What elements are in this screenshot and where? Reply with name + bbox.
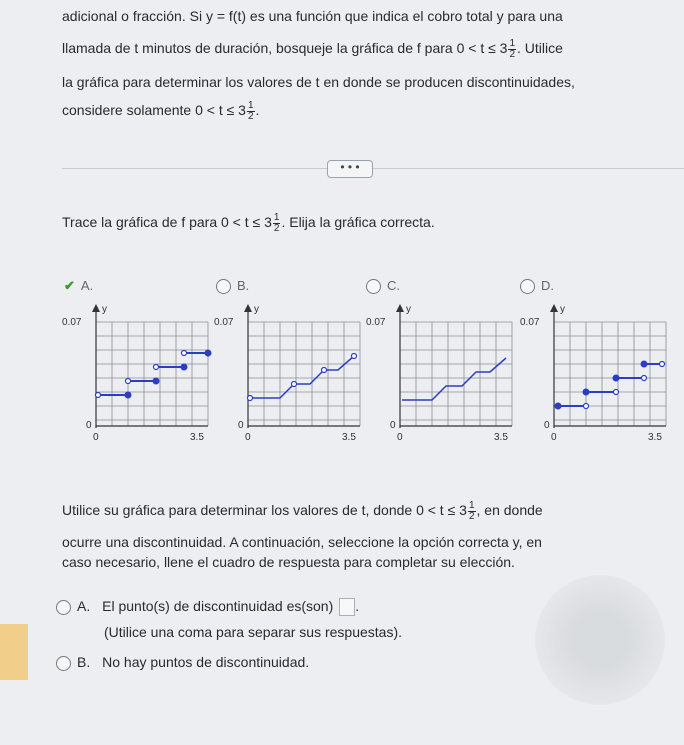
- answer-a-label: A.: [77, 598, 91, 614]
- option-b-label: B.: [237, 278, 250, 293]
- problem-line-4-text: considere solamente 0 < t ≤ 3: [62, 102, 246, 118]
- svg-text:0: 0: [93, 432, 99, 443]
- part2-line-1: [62, 498, 543, 522]
- problem-line-2-text: llamada de t minutos de duración, bosqueje la gráfica de f para 0 < t ≤ 3: [62, 40, 508, 56]
- question-text-b: . Elija la gráfica correcta.: [281, 214, 435, 230]
- radio-icon: [216, 279, 231, 294]
- question-text: [62, 210, 435, 234]
- svg-text:y: y: [254, 304, 259, 315]
- problem-line-4: [62, 98, 259, 122]
- option-d-label: D.: [541, 278, 554, 293]
- svg-text:0: 0: [551, 432, 557, 443]
- option-a-label: A.: [80, 278, 94, 293]
- svg-text:y: y: [102, 304, 107, 315]
- part2-line-2: ocurre una discontinuidad. A continuación, seleccione la opción correcta y, en: [62, 534, 542, 550]
- radio-icon: [366, 279, 381, 294]
- part2-line-3: caso necesario, llene el cuadro de respuesta para completar su elección.: [62, 554, 515, 570]
- svg-text:3.5: 3.5: [190, 432, 204, 443]
- radio-icon: [520, 279, 535, 294]
- svg-text:0.07: 0.07: [62, 317, 82, 328]
- answer-option-a[interactable]: A. El punto(s) de discontinuidad es(son) .: [56, 598, 359, 616]
- fraction: $\frac{1}{2}$: [273, 211, 280, 234]
- more-button[interactable]: • • •: [327, 160, 373, 178]
- svg-text:y: y: [560, 304, 565, 315]
- fraction: $\frac{1}{2}$: [468, 499, 475, 522]
- answer-a-note: (Utilice una coma para separar sus respuestas).: [104, 624, 403, 640]
- svg-text:3.5: 3.5: [342, 432, 356, 443]
- svg-text:0: 0: [245, 432, 251, 443]
- svg-text:y: y: [406, 304, 411, 315]
- radio-icon: [56, 600, 71, 615]
- svg-text:0.07: 0.07: [214, 317, 234, 328]
- problem-line-4-end: .: [255, 102, 260, 118]
- highlight-marker: [0, 624, 28, 680]
- graph-c[interactable]: [366, 300, 516, 450]
- answer-b-text: No hay puntos de discontinuidad.: [102, 654, 310, 670]
- problem-line-3: la gráfica para determinar los valores de t en donde se producen discontinuidades,: [62, 74, 575, 90]
- radio-icon: [56, 656, 71, 671]
- graph-b[interactable]: [214, 300, 364, 450]
- problem-line-1: adicional o fracción. Si y = f(t) es una función que indica el cobro total y para una: [62, 8, 563, 24]
- problem-line-2-end: . Utilice: [517, 40, 563, 56]
- option-b[interactable]: [216, 278, 249, 294]
- problem-line-2: [62, 36, 563, 60]
- question-text-a: Trace la gráfica de f para 0 < t ≤ 3: [62, 214, 272, 230]
- option-d[interactable]: [520, 278, 554, 294]
- option-c[interactable]: [366, 278, 400, 294]
- option-c-label: C.: [387, 278, 400, 293]
- svg-text:0: 0: [397, 432, 403, 443]
- checkmark-icon: ✔: [64, 278, 75, 293]
- graph-a[interactable]: [62, 300, 212, 450]
- glare: [535, 575, 665, 705]
- svg-text:0.07: 0.07: [366, 317, 386, 328]
- answer-a-text: El punto(s) de discontinuidad es(son): [102, 598, 334, 614]
- graph-d[interactable]: [520, 300, 670, 450]
- part2-line-1-text: Utilice su gráfica para determinar los valores de t, donde 0 < t ≤ 3: [62, 502, 467, 518]
- svg-text:3.5: 3.5: [648, 432, 662, 443]
- fraction: $\frac{1}{2}$: [509, 37, 516, 60]
- answer-b-label: B.: [77, 654, 91, 670]
- divider: [62, 168, 684, 169]
- svg-text:0: 0: [238, 420, 244, 431]
- answer-option-b[interactable]: [56, 654, 309, 671]
- svg-text:3.5: 3.5: [494, 432, 508, 443]
- svg-text:0: 0: [544, 420, 550, 431]
- fraction: $\frac{1}{2}$: [247, 99, 254, 122]
- answer-input[interactable]: [339, 598, 355, 616]
- option-a[interactable]: [64, 278, 93, 294]
- svg-text:0: 0: [390, 420, 396, 431]
- svg-text:0.07: 0.07: [520, 317, 540, 328]
- svg-text:0: 0: [86, 420, 92, 431]
- part2-line-1-end: , en donde: [476, 502, 543, 518]
